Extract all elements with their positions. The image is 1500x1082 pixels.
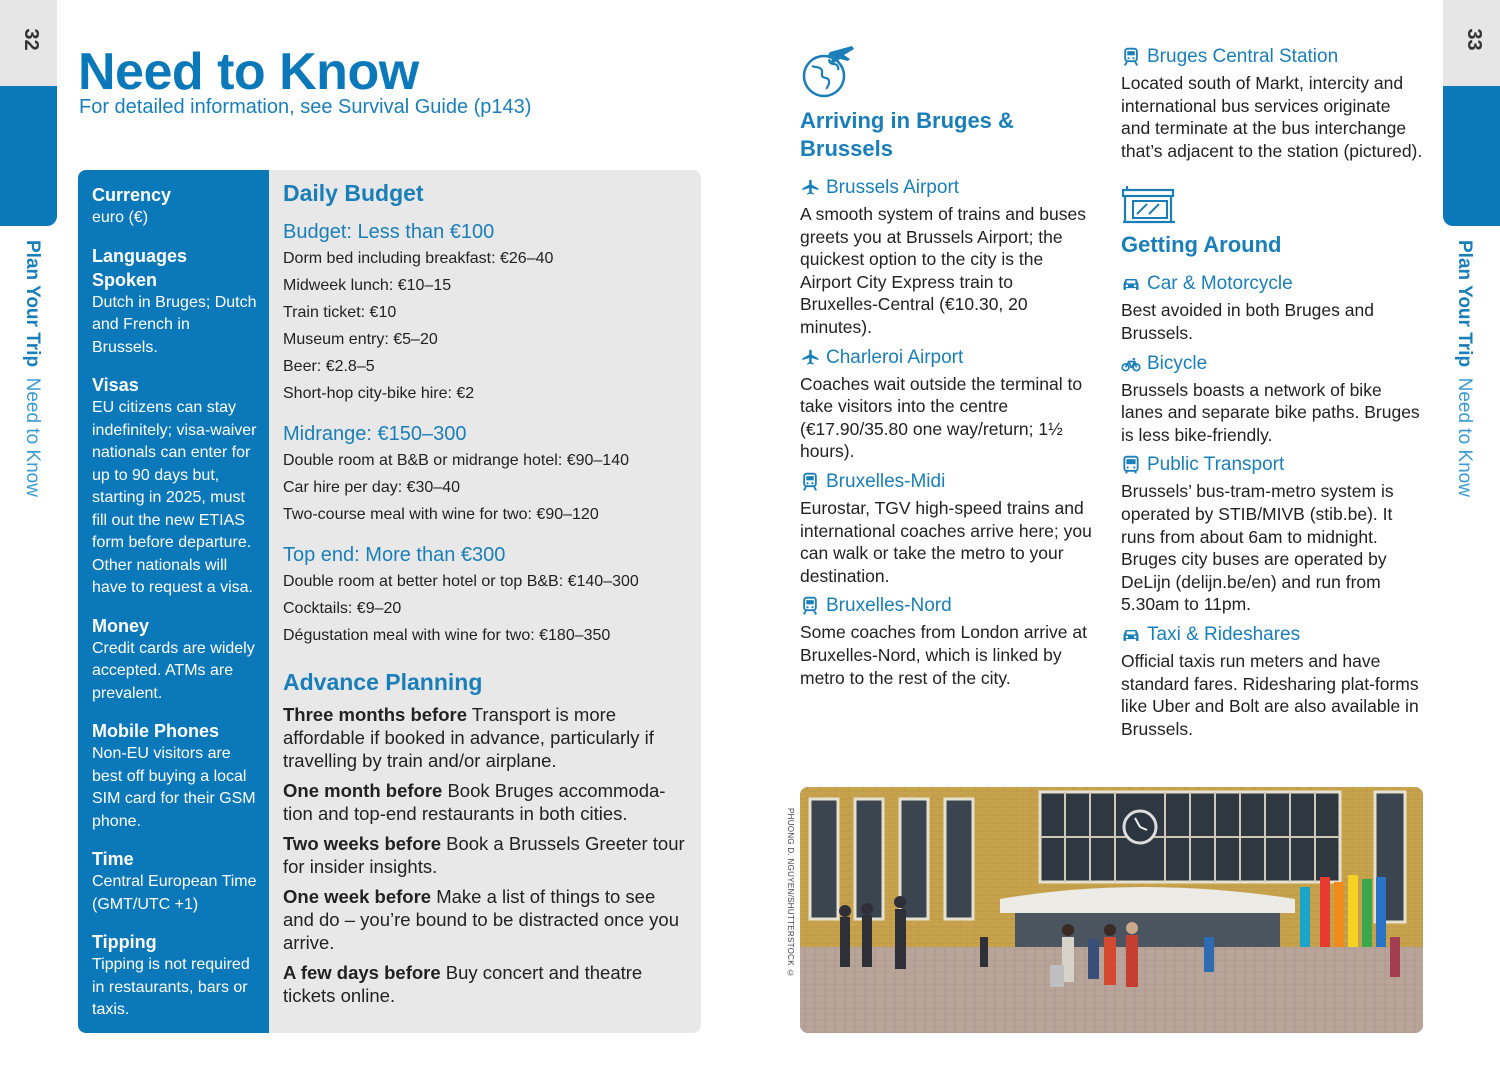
train-icon <box>800 472 820 492</box>
right-running-head <box>1455 240 1475 497</box>
planning-item <box>283 885 689 954</box>
arrival-title-row <box>800 345 1095 371</box>
budget-tier <box>283 219 689 407</box>
budget-item: Car hire per day: €30–40 <box>283 479 460 496</box>
budget-item: Dégustation meal with wine for two: €180–350 <box>283 627 611 644</box>
station-text: Located south of Markt, intercity and international bus services originate and terminate at the bus interchange that’s adjacent to the station (pictured). <box>1121 73 1423 161</box>
station-title: Bruges Central Station <box>1147 46 1339 67</box>
globe-plane-icon <box>800 44 858 100</box>
transport-title: Bicycle <box>1147 352 1208 374</box>
planning-when: One week before <box>283 886 432 907</box>
transport-title-row <box>1121 271 1423 297</box>
right-page-number: 33 <box>1463 28 1485 51</box>
left-running-head <box>23 240 43 497</box>
car-icon <box>1121 274 1141 294</box>
running-head-subsection: Need to Know <box>1454 377 1475 497</box>
fact-heading: Visas <box>92 375 139 395</box>
fact-heading: Currency <box>92 185 172 205</box>
plane-icon <box>800 178 820 198</box>
budget-item: Beer: €2.8–5 <box>283 358 375 375</box>
page-title: Need to Know <box>78 43 419 101</box>
budget-item: Midweek lunch: €10–15 <box>283 277 452 294</box>
fact-item <box>92 614 257 706</box>
arrival-title: Brussels Airport <box>826 177 960 198</box>
arrival-text: Eurostar, TGV high-speed trains and international coaches arrive here; you can walk or take the metro to your destination. <box>800 497 1092 586</box>
station-section <box>1121 44 1423 162</box>
left-page-number: 32 <box>20 28 42 51</box>
budget-panel <box>269 170 701 1033</box>
station-title-row <box>1121 44 1423 70</box>
budget-item: Short-hop city-bike hire: €2 <box>283 385 475 402</box>
transport-section <box>1121 351 1423 447</box>
train-icon <box>800 596 820 616</box>
fact-heading: Mobile Phones <box>92 721 220 741</box>
arrival-title-row <box>800 469 1095 495</box>
running-head-subsection: Need to Know <box>22 377 43 497</box>
arrival-text: A smooth system of trains and buses greets you at Brussels Airport; the quickest option to the city is the Airport City Express train to Bruxelles-Central (€10.30, 20 minutes). <box>800 204 1086 337</box>
fact-text: Credit cards are widely accepted. ATMs are prevalent. <box>92 639 255 702</box>
photo-credit: PHUONG D. NGUYEN/SHUTTERSTOCK © <box>786 808 795 978</box>
planning-text: Buy concert and theatre tickets online. <box>283 962 643 1006</box>
fact-item <box>92 183 257 230</box>
fact-heading: Time <box>92 849 134 869</box>
planning-when: Three months before <box>283 704 467 725</box>
budget-item: Train ticket: €10 <box>283 304 397 321</box>
tram-stop-icon <box>1121 184 1177 224</box>
arrival-text: Coaches wait outside the terminal to take visitors into the centre (€17.90/35.80 one way/return; 1½ hours). <box>800 373 1083 462</box>
budget-item: Museum entry: €5–20 <box>283 331 438 348</box>
arrival-section <box>800 345 1095 463</box>
getting-around-heading: Getting Around <box>1121 232 1282 258</box>
planning-when: Two weeks before <box>283 833 441 854</box>
planning-text: Make a list of things to see and do – you’re bound to be distracted once you arrive. <box>283 886 679 953</box>
fact-heading: Money <box>92 615 150 636</box>
page-subtitle: For detailed information, see Survival Guide (p143) <box>79 96 532 118</box>
transport-title-row <box>1121 622 1423 648</box>
planning-when: A few days before <box>283 962 441 983</box>
budget-item: Double room at B&B or midrange hotel: €90–140 <box>283 452 629 469</box>
advance-planning-heading: Advance Planning <box>283 669 483 695</box>
transport-text: Official taxis run meters and have standard fares. Ridesharing plat-forms like Uber and Bolt are also available in Brussels. <box>1121 650 1419 739</box>
fact-item <box>92 373 257 600</box>
budget-item: Cocktails: €9–20 <box>283 600 402 617</box>
car-icon <box>1121 625 1141 645</box>
getting-around-column <box>1121 44 1423 740</box>
budget-item: Double room at better hotel or top B&B: €140–300 <box>283 573 639 590</box>
transport-title-row <box>1121 452 1423 478</box>
fact-heading: Languages Spoken <box>92 245 188 290</box>
budget-tier <box>283 421 689 528</box>
arrival-section <box>800 593 1095 689</box>
transport-section <box>1121 271 1423 344</box>
fact-item <box>92 847 257 916</box>
fact-text: Central European Time (GMT/UTC +1) <box>92 873 257 913</box>
daily-budget-heading: Daily Budget <box>283 180 424 206</box>
station-photo <box>800 787 1423 1033</box>
budget-tier-label: Budget: Less than €100 <box>283 221 495 243</box>
arriving-heading: Arriving in Bruges & Brussels <box>800 108 1014 161</box>
planning-item <box>283 703 689 772</box>
fact-item <box>92 930 257 1022</box>
right-tab-accent <box>1443 86 1500 226</box>
arrival-section <box>800 175 1095 339</box>
left-tab-accent <box>0 86 57 226</box>
arrival-text: Some coaches from London arrive at Bruxelles-Nord, which is linked by metro to the rest of the city. <box>800 622 1087 688</box>
planning-text: Book Bruges accommoda-tion and top-end restaurants in both cities. <box>283 780 666 824</box>
transport-section <box>1121 622 1423 740</box>
arrival-title-row <box>800 593 1095 619</box>
planning-when: One month before <box>283 780 443 801</box>
bus-icon <box>1121 455 1141 475</box>
budget-item: Dorm bed including breakfast: €26–40 <box>283 250 554 267</box>
fact-text: Non-EU visitors are best off buying a local SIM card for their GSM phone. <box>92 745 256 830</box>
transport-text: Brussels boasts a network of bike lanes and separate bike paths. Bruges is less bike-friendly. <box>1121 379 1420 445</box>
fact-text: EU citizens can stay indefinitely; visa-waiver nationals can enter for up to 90 days but, starting in 2025, must fill out the new ETIAS form before departure. Other nationals will have to request a visa. <box>92 399 257 596</box>
transport-text: Brussels’ bus-tram-metro system is operated by STIB/MIVB (stib.be). It runs from about 6am to midnight. Bruges city buses are operated by DeLijn (delijn.be/en) and run from 5.30am to 11pm. <box>1121 481 1394 615</box>
arrival-title-row <box>800 175 1095 201</box>
budget-tier <box>283 542 689 649</box>
arrival-title: Bruxelles-Nord <box>826 595 952 617</box>
quick-facts-panel <box>78 170 269 1033</box>
planning-item <box>283 832 689 878</box>
fact-item <box>92 719 257 833</box>
arrival-title: Charleroi Airport <box>826 346 964 368</box>
arrival-section <box>800 469 1095 587</box>
fact-heading: Tipping <box>92 932 157 952</box>
transport-title-row <box>1121 351 1423 377</box>
fact-text: Dutch in Bruges; Dutch and French in Brussels. <box>92 293 257 356</box>
budget-tier-label: Top end: More than €300 <box>283 544 506 566</box>
station-photo-illustration <box>800 787 1423 1033</box>
plane-icon <box>800 348 820 368</box>
fact-item <box>92 244 257 360</box>
fact-text: Tipping is not required in restaurants, bars or taxis. <box>92 956 250 1018</box>
transport-title: Car & Motorcycle <box>1147 273 1293 295</box>
planning-item <box>283 961 689 1007</box>
transport-title: Taxi & Rideshares <box>1147 623 1301 645</box>
planning-text: Book a Brussels Greeter tour for insider insights. <box>283 833 685 877</box>
transport-title: Public Transport <box>1147 454 1285 476</box>
running-head-section: Plan Your Trip <box>22 240 43 368</box>
transport-text: Best avoided in both Bruges and Brussels. <box>1121 300 1374 343</box>
budget-tier-label: Midrange: €150–300 <box>283 423 467 445</box>
bicycle-icon <box>1121 354 1141 374</box>
fact-text: euro (€) <box>92 209 149 226</box>
arrival-title: Bruxelles-Midi <box>826 470 946 492</box>
budget-item: Two-course meal with wine for two: €90–120 <box>283 506 599 523</box>
arriving-column <box>800 44 1095 689</box>
train-icon <box>1121 47 1141 67</box>
planning-text: Transport is more affordable if booked in advance, particularly if travelling by train and/or airplane. <box>283 704 654 771</box>
planning-item <box>283 779 689 825</box>
running-head-section: Plan Your Trip <box>1454 240 1475 368</box>
transport-section <box>1121 452 1423 616</box>
